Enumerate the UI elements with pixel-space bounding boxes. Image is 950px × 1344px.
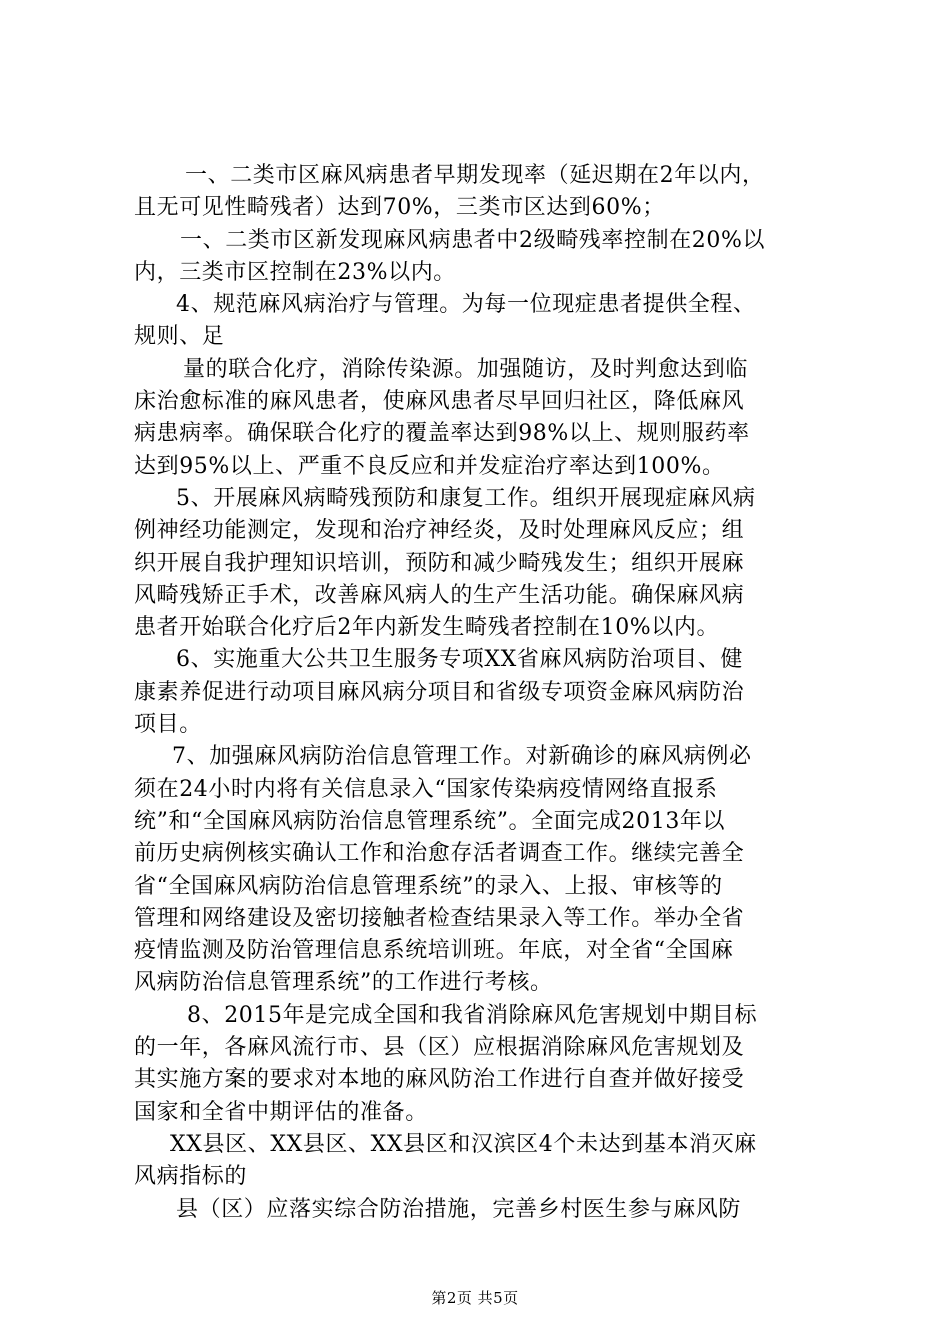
text-line: 8、2015年是完成全国和我省消除麻风危害规划中期目标 [187,1002,758,1028]
text-line: 内，三类市区控制在23%以内。 [134,259,456,285]
text-line: 风病防治信息管理系统”的工作进行考核。 [134,970,553,996]
text-line: 风畸残矫正手术，改善麻风病人的生产生活功能。确保麻风病 [134,582,745,608]
text-line: 床治愈标准的麻风患者，使麻风患者尽早回归社区，降低麻风 [134,389,745,415]
text-line: 规则、足 [134,324,225,350]
text-line: 5、开展麻风病畸残预防和康复工作。组织开展现症麻风病 [176,485,756,511]
text-line: 康素养促进行动项目麻风病分项目和省级专项资金麻风病防治 [134,679,745,705]
text-line: 项目。 [134,712,202,738]
text-line: 病患病率。确保联合化疗的覆盖率达到98%以上、规则服药率 [134,421,750,447]
text-line: 一、二类市区麻风病患者早期发现率（延迟期在2年以内， [185,163,765,188]
text-line: 县（区）应落实综合防治措施，完善乡村医生参与麻风防 [176,1196,742,1222]
text-line: 且无可见性畸残者）达到70%，三类市区达到60%； [134,195,665,221]
text-line: 达到95%以上、严重不良反应和并发症治疗率达到100%。 [134,453,725,479]
text-line: 7、加强麻风病防治信息管理工作。对新确诊的麻风病例必 [172,744,752,770]
text-line: 前历史病例核实确认工作和治愈存活者调查工作。继续完善全 [134,841,745,867]
text-line: 一、二类市区新发现麻风病患者中2级畸残率控制在20%以 [180,227,766,253]
text-line: 6、实施重大公共卫生服务专项XX省麻风病防治项目、健 [176,647,743,673]
text-line: 织开展自我护理知识培训，预防和减少畸残发生；组织开展麻 [134,550,745,576]
document-body [134,160,834,1226]
page-number-label: 第2页 共5页 [431,1289,519,1307]
text-line: 疫情监测及防治管理信息系统培训班。年底，对全省“全国麻 [134,938,734,964]
text-line: 其实施方案的要求对本地的麻风防治工作进行自查并做好接受 [134,1067,745,1093]
text-line: 例神经功能测定，发现和治疗神经炎，及时处理麻风反应；组 [134,518,745,544]
text-line: 管理和网络建设及密切接触者检查结果录入等工作。举办全省 [134,905,745,931]
text-line: 量的联合化疗，消除传染源。加强随访，及时判愈达到临 [183,356,749,382]
text-line: 患者开始联合化疗后2年内新发生畸残者控制在10%以内。 [134,615,720,641]
text-line: 4、规范麻风病治疗与管理。为每一位现症患者提供全程、 [176,292,756,318]
text-line: XX县区、XX县区、XX县区和汉滨区4个未达到基本消灭麻 [170,1131,757,1157]
text-line: 须在24小时内将有关信息录入“国家传染病疫情网络直报系 [134,776,718,802]
text-line: 统”和“全国麻风病防治信息管理系统”。全面完成2013年以 [134,808,726,834]
text-line: 风病指标的 [134,1164,248,1190]
page-footer [0,1288,950,1308]
text-line: 的一年，各麻风流行市、县（区）应根据消除麻风危害规划及 [134,1035,745,1061]
text-line: 国家和全省中期评估的准备。 [134,1099,428,1125]
text-line: 省“全国麻风病防治信息管理系统”的录入、上报、审核等的 [134,873,723,899]
